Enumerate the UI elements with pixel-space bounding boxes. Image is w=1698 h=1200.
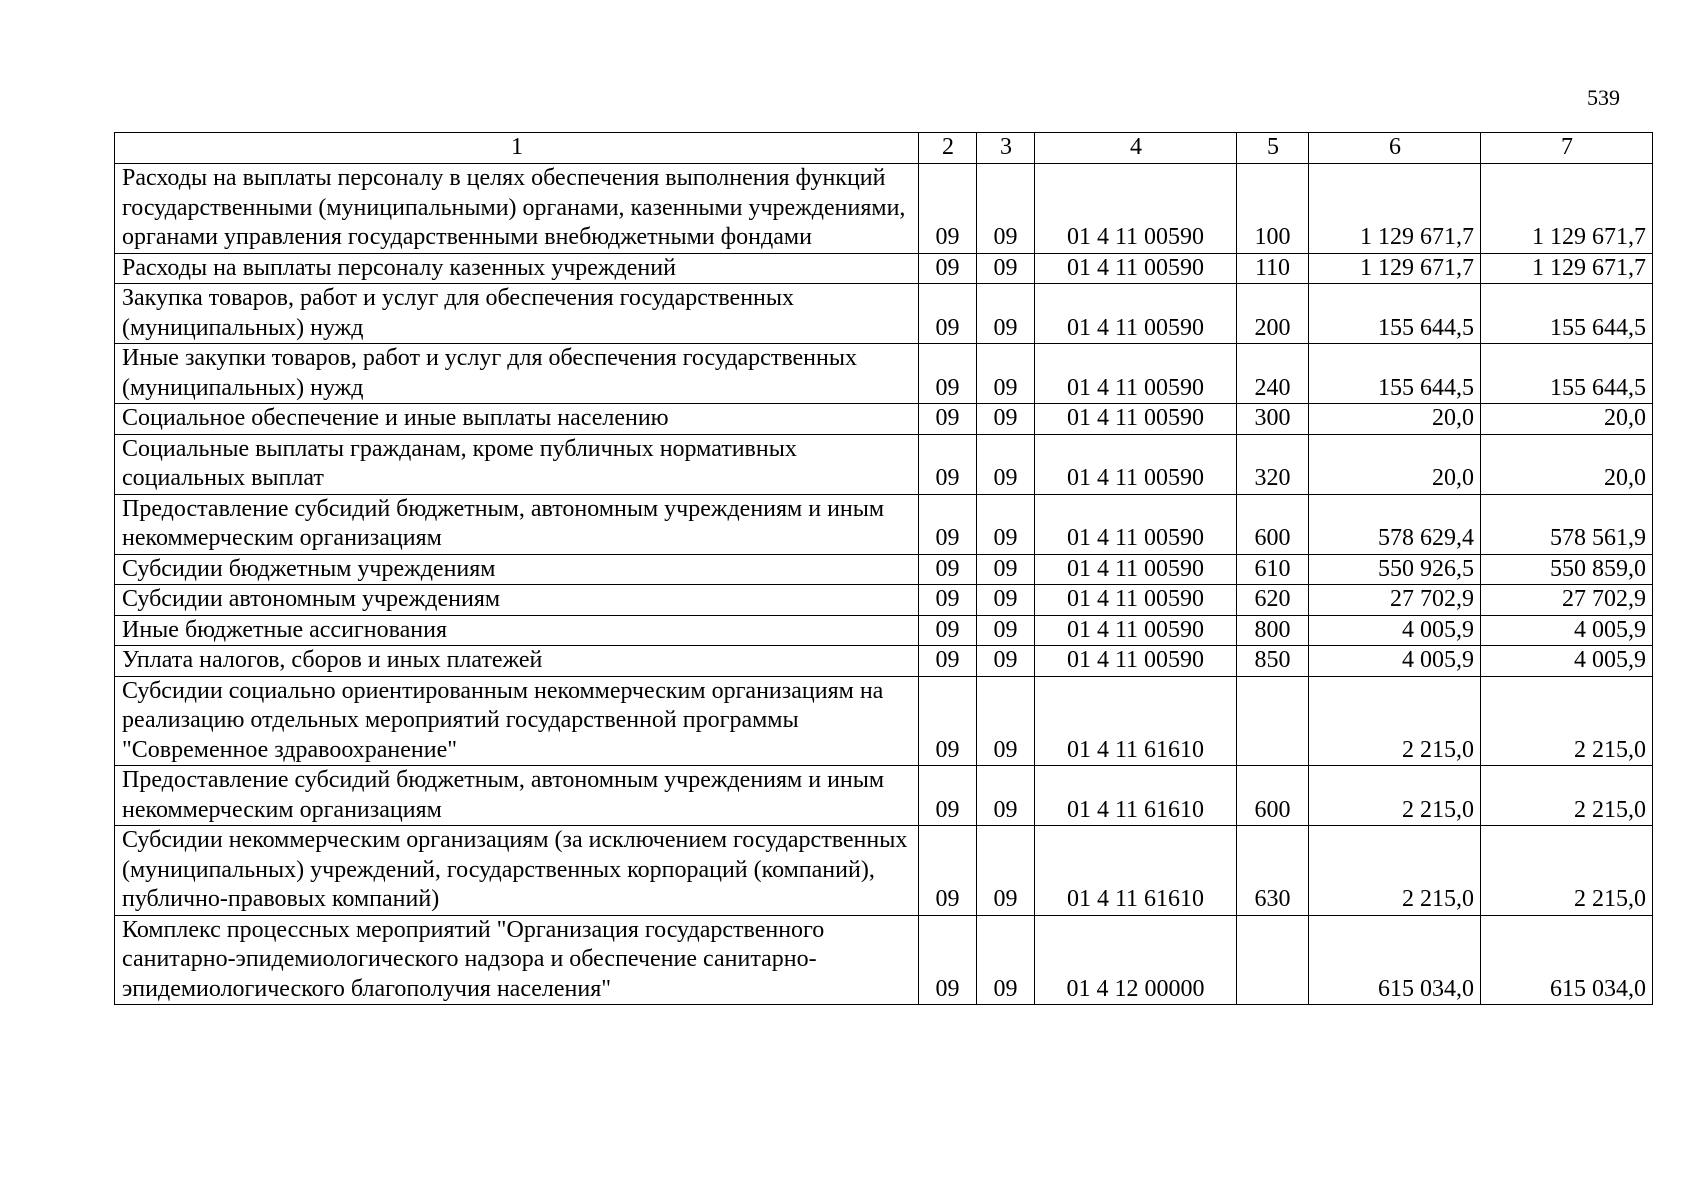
amount-cell: 1 129 671,7 (1481, 164, 1653, 254)
table-row (115, 434, 1653, 494)
row-name-cell: Уплата налогов, сборов и иных платежей (115, 646, 919, 677)
target-article-cell: 01 4 11 00590 (1035, 554, 1237, 585)
table-row (115, 404, 1653, 435)
target-article-cell: 01 4 11 61610 (1035, 766, 1237, 826)
page-number: 539 (1587, 85, 1620, 110)
section-code-cell: 09 (919, 253, 977, 284)
amount-cell: 2 215,0 (1481, 676, 1653, 766)
table-row (115, 615, 1653, 646)
row-name-cell: Субсидии некоммерческим организациям (за исключением государственных (муниципальных) учреждений, государственных корпораций (компаний), публично-правовых компаний) (115, 826, 919, 916)
amount-cell: 155 644,5 (1481, 284, 1653, 344)
table-row (115, 915, 1653, 1005)
expense-type-cell: 850 (1237, 646, 1309, 677)
target-article-cell: 01 4 11 00590 (1035, 284, 1237, 344)
amount-cell: 550 926,5 (1309, 554, 1481, 585)
section-code-cell: 09 (919, 284, 977, 344)
amount-cell: 615 034,0 (1481, 915, 1653, 1005)
target-article-cell: 01 4 11 61610 (1035, 676, 1237, 766)
target-article-cell: 01 4 11 00590 (1035, 164, 1237, 254)
amount-cell: 1 129 671,7 (1309, 164, 1481, 254)
target-article-cell: 01 4 11 00590 (1035, 344, 1237, 404)
row-name-cell: Социальные выплаты гражданам, кроме публичных нормативных социальных выплат (115, 434, 919, 494)
subsection-code-cell: 09 (977, 915, 1035, 1005)
amount-cell: 578 629,4 (1309, 494, 1481, 554)
row-name-cell: Иные бюджетные ассигнования (115, 615, 919, 646)
amount-cell: 155 644,5 (1309, 284, 1481, 344)
amount-cell: 155 644,5 (1481, 344, 1653, 404)
table-row (115, 284, 1653, 344)
row-name-cell: Предоставление субсидий бюджетным, автономным учреждениям и иным некоммерческим организациям (115, 494, 919, 554)
expense-type-cell (1237, 915, 1309, 1005)
amount-cell: 578 561,9 (1481, 494, 1653, 554)
subsection-code-cell: 09 (977, 554, 1035, 585)
amount-cell: 20,0 (1481, 434, 1653, 494)
section-code-cell: 09 (919, 646, 977, 677)
amount-cell: 155 644,5 (1309, 344, 1481, 404)
target-article-cell: 01 4 11 00590 (1035, 646, 1237, 677)
section-code-cell: 09 (919, 434, 977, 494)
row-name-cell: Социальное обеспечение и иные выплаты населению (115, 404, 919, 435)
section-code-cell: 09 (919, 826, 977, 916)
target-article-cell: 01 4 11 00590 (1035, 253, 1237, 284)
amount-cell: 1 129 671,7 (1481, 253, 1653, 284)
amount-cell: 20,0 (1481, 404, 1653, 435)
subsection-code-cell: 09 (977, 766, 1035, 826)
amount-cell: 27 702,9 (1481, 585, 1653, 616)
table-row (115, 554, 1653, 585)
amount-cell: 615 034,0 (1309, 915, 1481, 1005)
table-row (115, 494, 1653, 554)
amount-cell: 4 005,9 (1309, 646, 1481, 677)
amount-cell: 4 005,9 (1481, 646, 1653, 677)
header-cell: 4 (1035, 133, 1237, 164)
expense-type-cell: 110 (1237, 253, 1309, 284)
expense-type-cell: 200 (1237, 284, 1309, 344)
table-row (115, 344, 1653, 404)
target-article-cell: 01 4 11 00590 (1035, 585, 1237, 616)
expense-type-cell: 800 (1237, 615, 1309, 646)
table-row (115, 826, 1653, 916)
expense-type-cell: 320 (1237, 434, 1309, 494)
header-cell: 5 (1237, 133, 1309, 164)
section-code-cell: 09 (919, 585, 977, 616)
expense-type-cell: 620 (1237, 585, 1309, 616)
expense-type-cell: 630 (1237, 826, 1309, 916)
expense-type-cell: 100 (1237, 164, 1309, 254)
section-code-cell: 09 (919, 494, 977, 554)
subsection-code-cell: 09 (977, 284, 1035, 344)
amount-cell: 2 215,0 (1481, 826, 1653, 916)
table-row (115, 766, 1653, 826)
subsection-code-cell: 09 (977, 253, 1035, 284)
target-article-cell: 01 4 11 00590 (1035, 404, 1237, 435)
expense-type-cell: 240 (1237, 344, 1309, 404)
target-article-cell: 01 4 11 00590 (1035, 434, 1237, 494)
section-code-cell: 09 (919, 915, 977, 1005)
row-name-cell: Субсидии социально ориентированным некоммерческим организациям на реализацию отдельных мероприятий государственной программы "Современное здравоохранение" (115, 676, 919, 766)
amount-cell: 1 129 671,7 (1309, 253, 1481, 284)
amount-cell: 20,0 (1309, 404, 1481, 435)
expense-type-cell (1237, 676, 1309, 766)
header-cell: 1 (115, 133, 919, 164)
subsection-code-cell: 09 (977, 646, 1035, 677)
expense-type-cell: 300 (1237, 404, 1309, 435)
row-name-cell: Комплекс процессных мероприятий "Организация государственного санитарно-эпидемиологического надзора и обеспечение санитарно-эпидемиологического благополучия населения" (115, 915, 919, 1005)
amount-cell: 550 859,0 (1481, 554, 1653, 585)
amount-cell: 4 005,9 (1309, 615, 1481, 646)
subsection-code-cell: 09 (977, 434, 1035, 494)
target-article-cell: 01 4 11 00590 (1035, 494, 1237, 554)
budget-table (114, 132, 1653, 1005)
amount-cell: 20,0 (1309, 434, 1481, 494)
header-cell: 7 (1481, 133, 1653, 164)
target-article-cell: 01 4 11 00590 (1035, 615, 1237, 646)
subsection-code-cell: 09 (977, 344, 1035, 404)
section-code-cell: 09 (919, 615, 977, 646)
amount-cell: 2 215,0 (1309, 826, 1481, 916)
row-name-cell: Предоставление субсидий бюджетным, автономным учреждениям и иным некоммерческим организациям (115, 766, 919, 826)
table-row (115, 646, 1653, 677)
expense-type-cell: 600 (1237, 494, 1309, 554)
row-name-cell: Закупка товаров, работ и услуг для обеспечения государственных (муниципальных) нужд (115, 284, 919, 344)
section-code-cell: 09 (919, 164, 977, 254)
header-cell: 3 (977, 133, 1035, 164)
subsection-code-cell: 09 (977, 676, 1035, 766)
amount-cell: 27 702,9 (1309, 585, 1481, 616)
section-code-cell: 09 (919, 676, 977, 766)
subsection-code-cell: 09 (977, 164, 1035, 254)
amount-cell: 2 215,0 (1309, 766, 1481, 826)
table-row (115, 164, 1653, 254)
section-code-cell: 09 (919, 344, 977, 404)
section-code-cell: 09 (919, 766, 977, 826)
subsection-code-cell: 09 (977, 404, 1035, 435)
table-row (115, 253, 1653, 284)
row-name-cell: Субсидии бюджетным учреждениям (115, 554, 919, 585)
amount-cell: 4 005,9 (1481, 615, 1653, 646)
section-code-cell: 09 (919, 554, 977, 585)
section-code-cell: 09 (919, 404, 977, 435)
amount-cell: 2 215,0 (1481, 766, 1653, 826)
header-cell: 2 (919, 133, 977, 164)
row-name-cell: Иные закупки товаров, работ и услуг для обеспечения государственных (муниципальных) нужд (115, 344, 919, 404)
amount-cell: 2 215,0 (1309, 676, 1481, 766)
row-name-cell: Расходы на выплаты персоналу в целях обеспечения выполнения функций государственными (муниципальными) органами, казенными учреждениями, органами управления государственными внебюджетными фондами (115, 164, 919, 254)
header-cell: 6 (1309, 133, 1481, 164)
row-name-cell: Субсидии автономным учреждениям (115, 585, 919, 616)
table-row (115, 676, 1653, 766)
table-body (115, 164, 1653, 1005)
row-name-cell: Расходы на выплаты персоналу казенных учреждений (115, 253, 919, 284)
target-article-cell: 01 4 11 61610 (1035, 826, 1237, 916)
expense-type-cell: 600 (1237, 766, 1309, 826)
subsection-code-cell: 09 (977, 494, 1035, 554)
subsection-code-cell: 09 (977, 585, 1035, 616)
subsection-code-cell: 09 (977, 615, 1035, 646)
table-row (115, 585, 1653, 616)
expense-type-cell: 610 (1237, 554, 1309, 585)
header-row (115, 133, 1653, 164)
subsection-code-cell: 09 (977, 826, 1035, 916)
target-article-cell: 01 4 12 00000 (1035, 915, 1237, 1005)
